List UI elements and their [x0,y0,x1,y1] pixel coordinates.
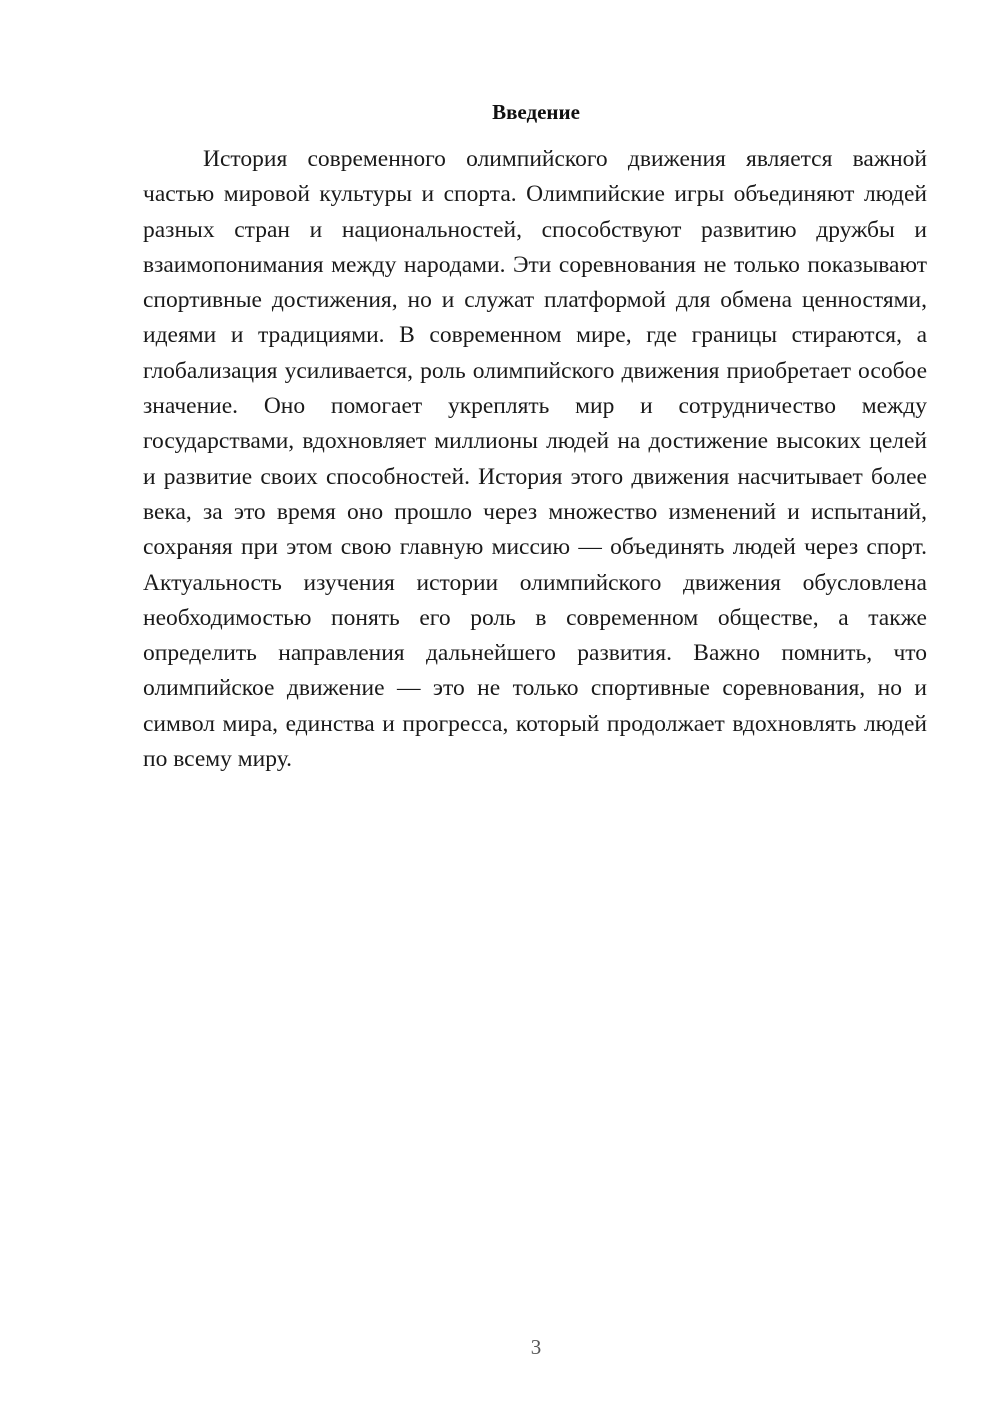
section-heading: Введение [492,100,580,124]
body-paragraph: История современного олимпийского движения является важной частью мировой культуры и спорта. Олимпийские игры объединяют людей разных стран и национальностей, способствуют развитию дружбы и взаимопонимания между народами. Эти соревнования не только показывают спортивные достижения, но и служат платформой для обмена ценностями, идеями и традициями. В современном мире, где границы стираются, а глобализация усиливается, роль олимпийского движения приобретает особое значение. Оно помогает укреплять мир и сотрудничество между государствами, вдохновляет миллионы людей на достижение высоких целей и развитие своих способностей. История этого движения насчитывает более века, за это время оно прошло через множество изменений и испытаний, сохраняя при этом свою главную миссию — объединять людей через спорт. Актуальность изучения истории олимпийского движения обусловлена необходимостью понять его роль в современном обществе, а также определить направления дальнейшего развития. Важно помнить, что олимпийское движение — это не только спортивные соревнования, но и символ мира, единства и прогресса, который продолжает вдохновлять людей по всему миру. [143,146,927,773]
page-number: 3 [530,1335,542,1359]
